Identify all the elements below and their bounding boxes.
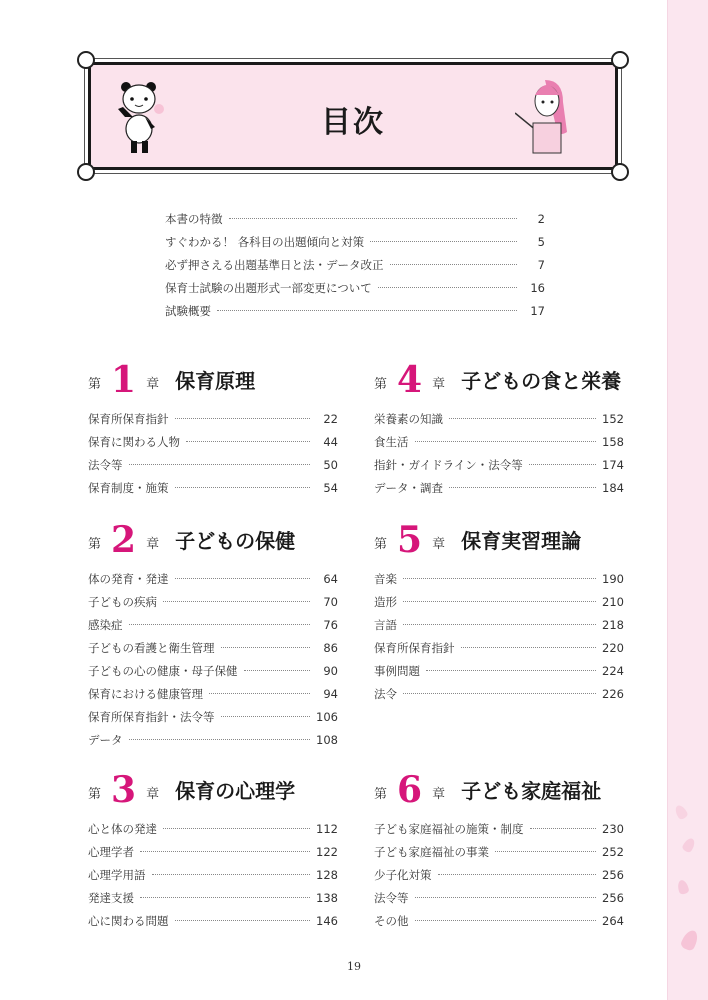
toc-entry[interactable]: 言語 218 xyxy=(374,618,624,632)
dot-leader xyxy=(229,218,518,219)
toc-entry[interactable]: すぐわかる！ 各科目の出題傾向と対策 5 xyxy=(165,235,545,249)
chapter-title: 保育の心理学 xyxy=(175,779,296,803)
dot-leader xyxy=(378,287,517,288)
chapter-heading: 第 1 章 保育原理 xyxy=(88,359,256,401)
chapter-heading: 第 6 章 子ども家庭福祉 xyxy=(374,769,602,811)
dot-leader xyxy=(175,418,311,419)
dot-leader xyxy=(152,874,311,875)
toc-entry[interactable]: 子どもの心の健康・母子保健 90 xyxy=(88,664,338,678)
petal-icon xyxy=(681,836,697,853)
toc-entry[interactable]: 子どもの看護と衛生管理 86 xyxy=(88,641,338,655)
toc-entry[interactable]: 保育士試験の出題形式一部変更について 16 xyxy=(165,281,545,295)
toc-entry[interactable]: 法令等 256 xyxy=(374,891,624,905)
toc-entry[interactable]: 保育所保育指針 220 xyxy=(374,641,624,655)
toc-entry[interactable]: 心理学者 122 xyxy=(88,845,338,859)
dot-leader xyxy=(415,897,597,898)
dot-leader xyxy=(175,920,311,921)
chapter-heading: 第 2 章 子どもの保健 xyxy=(88,519,296,561)
toc-entry[interactable]: 造形 210 xyxy=(374,595,624,609)
toc-entry[interactable]: 少子化対策 256 xyxy=(374,868,624,882)
chapter-heading: 第 3 章 保育の心理学 xyxy=(88,769,296,811)
petal-icon xyxy=(673,803,689,820)
chapter-heading: 第 5 章 保育実習理論 xyxy=(374,519,582,561)
toc-entry[interactable]: 心理学用語 128 xyxy=(88,868,338,882)
toc-entry[interactable]: 体の発育・発達 64 xyxy=(88,572,338,586)
toc-entry[interactable]: 心に関わる問題 146 xyxy=(88,914,338,928)
dot-leader xyxy=(495,851,596,852)
ornament-icon xyxy=(77,51,95,69)
dot-leader xyxy=(129,464,311,465)
dot-leader xyxy=(415,920,597,921)
toc-entry[interactable]: 試験概要 17 xyxy=(165,304,545,318)
chapter-heading: 第 4 章 子どもの食と栄養 xyxy=(374,359,622,401)
dot-leader xyxy=(403,624,596,625)
toc-entry[interactable]: 法令等 50 xyxy=(88,458,338,472)
ornament-icon xyxy=(77,163,95,181)
toc-entry[interactable]: 本書の特徴 2 xyxy=(165,212,545,226)
dot-leader xyxy=(403,693,596,694)
toc-entry[interactable]: 音楽 190 xyxy=(374,572,624,586)
dot-leader xyxy=(415,441,597,442)
page-number: 19 xyxy=(347,960,361,973)
page-title: 目次 xyxy=(321,105,385,140)
dot-leader xyxy=(426,670,596,671)
dot-leader xyxy=(403,601,596,602)
title-banner xyxy=(88,62,618,170)
chapter-title: 子ども家庭福祉 xyxy=(461,779,602,803)
dot-leader xyxy=(244,670,311,671)
chapter-title: 保育原理 xyxy=(175,369,256,393)
toc-entry[interactable]: 感染症 76 xyxy=(88,618,338,632)
toc-entry[interactable]: データ・調査 184 xyxy=(374,481,624,495)
intro-list xyxy=(165,208,545,323)
chapter-number: 4 xyxy=(397,359,423,401)
toc-entry[interactable]: データ 108 xyxy=(88,733,338,747)
toc-entry[interactable]: 食生活 158 xyxy=(374,435,624,449)
toc-entry[interactable]: 心と体の発達 112 xyxy=(88,822,338,836)
petal-icon xyxy=(676,879,689,895)
side-decoration-strip xyxy=(667,0,708,1000)
dot-leader xyxy=(403,578,596,579)
chapter-4 xyxy=(374,356,624,500)
chapter-number: 2 xyxy=(111,519,137,561)
chapter-number: 5 xyxy=(397,519,423,561)
dot-leader xyxy=(221,647,311,648)
toc-entry[interactable]: 子どもの疾病 70 xyxy=(88,595,338,609)
petal-icon xyxy=(679,928,700,952)
toc-entry[interactable]: 保育制度・施策 54 xyxy=(88,481,338,495)
teacher-illustration-icon xyxy=(515,75,575,160)
dot-leader xyxy=(370,241,517,242)
toc-entry[interactable]: 保育所保育指針 22 xyxy=(88,412,338,426)
toc-entry[interactable]: 栄養素の知識 152 xyxy=(374,412,624,426)
chapter-6 xyxy=(374,766,624,933)
dot-leader xyxy=(438,874,597,875)
ornament-icon xyxy=(611,51,629,69)
dot-leader xyxy=(175,487,311,488)
chapter-title: 保育実習理論 xyxy=(461,529,582,553)
chapter-1 xyxy=(88,356,338,500)
chapter-number: 3 xyxy=(111,769,137,811)
chapter-3 xyxy=(88,766,338,933)
dot-leader xyxy=(449,487,596,488)
dot-leader xyxy=(530,828,597,829)
dot-leader xyxy=(461,647,597,648)
toc-entry[interactable]: 子ども家庭福祉の施策・制度 230 xyxy=(374,822,624,836)
toc-entry[interactable]: 保育所保育指針・法令等 106 xyxy=(88,710,338,724)
chapter-2 xyxy=(88,516,338,752)
dot-leader xyxy=(129,739,311,740)
chapter-number: 1 xyxy=(111,359,137,401)
toc-entry[interactable]: 保育における健康管理 94 xyxy=(88,687,338,701)
dot-leader xyxy=(175,578,311,579)
toc-entry[interactable]: 指針・ガイドライン・法令等 174 xyxy=(374,458,624,472)
dot-leader xyxy=(163,601,310,602)
chapter-number: 6 xyxy=(397,769,423,811)
toc-entry[interactable]: 必ず押さえる出題基準日と法・データ改正 7 xyxy=(165,258,545,272)
toc-entry[interactable]: 保育に関わる人物 44 xyxy=(88,435,338,449)
toc-entry[interactable]: その他 264 xyxy=(374,914,624,928)
ornament-icon xyxy=(611,163,629,181)
dot-leader xyxy=(449,418,596,419)
toc-entry[interactable]: 子ども家庭福祉の事業 252 xyxy=(374,845,624,859)
dot-leader xyxy=(390,264,518,265)
toc-entry[interactable]: 事例問題 224 xyxy=(374,664,624,678)
toc-entry[interactable]: 法令 226 xyxy=(374,687,624,701)
dot-leader xyxy=(221,716,311,717)
dot-leader xyxy=(140,897,310,898)
toc-entry[interactable]: 発達支援 138 xyxy=(88,891,338,905)
dot-leader xyxy=(209,693,310,694)
chapter-title: 子どもの保健 xyxy=(175,529,296,553)
chapter-title: 子どもの食と栄養 xyxy=(461,369,622,393)
dot-leader xyxy=(140,851,310,852)
dot-leader xyxy=(217,310,517,311)
dot-leader xyxy=(529,464,596,465)
dot-leader xyxy=(129,624,311,625)
dot-leader xyxy=(163,828,310,829)
dot-leader xyxy=(186,441,310,442)
chapter-5 xyxy=(374,516,624,706)
